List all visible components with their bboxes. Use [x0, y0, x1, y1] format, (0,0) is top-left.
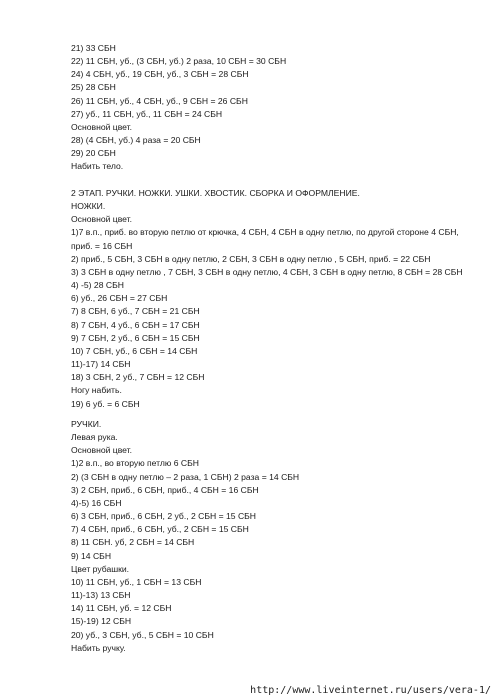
pattern-line: 28) (4 СБН, уб.) 4 раза = 20 СБН	[71, 135, 201, 146]
pattern-line: 11)-17) 14 СБН	[71, 359, 131, 370]
pattern-line: 10) 11 СБН, уб., 1 СБН = 13 СБН	[71, 576, 202, 587]
pattern-line: 1)7 в.п., приб. во вторую петлю от крючка, 4 СБН, 4 СБН в одну петлю, по другой стороне 4 СБН,	[71, 227, 459, 238]
pattern-line: 7) 4 СБН, приб., 6 СБН, уб., 2 СБН = 15 СБН	[71, 524, 249, 535]
pattern-line: 26) 11 СБН, уб., 4 СБН, уб., 9 СБН = 26 СБН	[71, 95, 248, 106]
pattern-line: Основной цвет.	[71, 445, 133, 456]
pattern-line: 4)-5) 16 СБН	[71, 497, 122, 508]
pattern-line: 20) уб., 3 СБН, уб., 5 СБН = 10 СБН	[71, 629, 214, 640]
pattern-line: 29) 20 СБН	[71, 148, 116, 159]
pattern-line: 11)-13) 13 СБН	[71, 590, 131, 601]
pattern-line: 3) 3 СБН в одну петлю , 7 СБН, 3 СБН в одну петлю, 4 СБН, 3 СБН в одну петлю, 8 СБН = 28 СБН	[71, 266, 463, 277]
pattern-line: 22) 11 СБН, уб., (3 СБН, уб.) 2 раза, 10 СБН = 30 СБН	[71, 56, 287, 67]
pattern-line: Основной цвет.	[71, 121, 133, 132]
pattern-line: Набить тело.	[71, 161, 124, 172]
body-rows-block	[71, 42, 481, 174]
pattern-line: 2) (3 СБН в одну петлю – 2 раза, 1 СБН) 2 раза = 14 СБН	[71, 471, 300, 482]
pattern-line: 19) 6 уб. = 6 СБН	[71, 398, 140, 409]
pattern-line: 14) 11 СБН, уб. = 12 СБН	[71, 603, 172, 614]
pattern-line: Ногу набить.	[71, 385, 122, 396]
pattern-line: 8) 7 СБН, 4 уб., 6 СБН = 17 СБН	[71, 319, 200, 330]
pattern-line: 1)2 в.п., во вторую петлю 6 СБН	[71, 458, 199, 469]
pattern-line: Цвет рубашки.	[71, 563, 130, 574]
pattern-line: 4) -5) 28 СБН	[71, 280, 124, 291]
pattern-line: 27) уб., 11 СБН, уб., 11 СБН = 24 СБН	[71, 108, 223, 119]
pattern-line: 18) 3 СБН, 2 уб., 7 СБН = 12 СБН	[71, 372, 205, 383]
pattern-line: 10) 7 СБН, уб., 6 СБН = 14 СБН	[71, 345, 198, 356]
pattern-line: приб. = 16 СБН	[71, 240, 133, 251]
pattern-line: 2) приб., 5 СБН, 3 СБН в одну петлю, 2 СБН, 3 СБН в одну петлю , 5 СБН, приб. = 22 СБН	[71, 253, 431, 264]
pattern-line: 3) 2 СБН, приб., 6 СБН, приб., 4 СБН = 16 СБН	[71, 484, 259, 495]
stage-heading: 2 ЭТАП. РУЧКИ. НОЖКИ. УШКИ. ХВОСТИК. СБОРКА И ОФОРМЛЕНИЕ.	[71, 188, 360, 198]
pattern-line: 8) 11 СБН. уб, 2 СБН = 14 СБН	[71, 537, 195, 548]
pattern-line: 25) 28 СБН	[71, 82, 116, 93]
pattern-line: 15)-19) 12 СБН	[71, 616, 132, 627]
section-heading: РУЧКИ.	[71, 419, 102, 429]
section-heading: НОЖКИ.	[71, 201, 106, 212]
subsection-heading: Левая рука.	[71, 432, 118, 443]
pattern-line: 6) уб., 26 СБН = 27 СБН	[71, 293, 168, 304]
pattern-line: Основной цвет.	[71, 214, 133, 225]
pattern-line: 9) 7 СБН, 2 уб., 6 СБН = 15 СБН	[71, 332, 200, 343]
legs-section	[71, 187, 481, 411]
source-watermark-url: http://www.liveinternet.ru/users/vera-1/	[250, 685, 491, 696]
pattern-line: 7) 8 СБН, 6 уб., 7 СБН = 21 СБН	[71, 306, 200, 317]
pattern-line: Набить ручку.	[71, 642, 126, 653]
pattern-line: 21) 33 СБН	[71, 43, 116, 53]
pattern-line: 6) 3 СБН, приб., 6 СБН, 2 уб., 2 СБН = 15 СБН	[71, 511, 256, 522]
pattern-line: 24) 4 СБН, уб., 19 СБН, уб., 3 СБН = 28 СБН	[71, 69, 249, 80]
pattern-line: 9) 14 СБН	[71, 550, 112, 561]
arms-section	[71, 418, 481, 655]
